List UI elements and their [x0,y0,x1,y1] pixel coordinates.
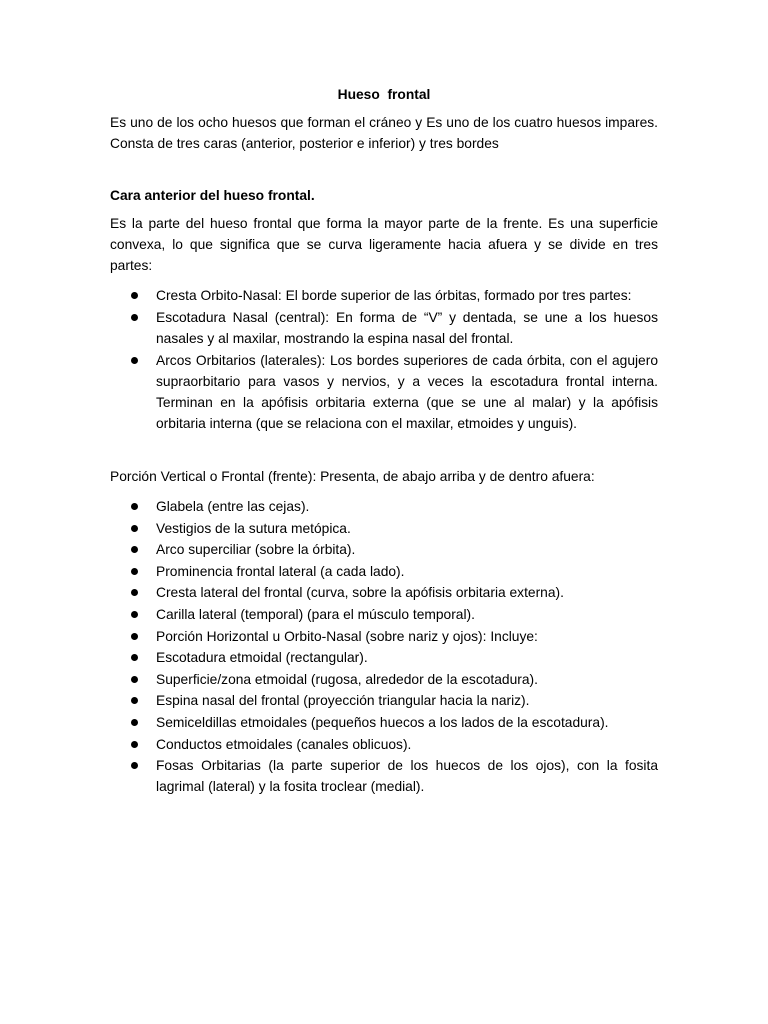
bullet-icon [131,741,138,748]
list-item [110,350,658,434]
bullet-icon [131,546,138,553]
list-item-text: Carilla lateral (temporal) (para el músculo temporal). [156,606,475,622]
list-item [110,561,658,582]
list-item [110,647,658,668]
list-item [110,518,658,539]
list-item [110,755,658,797]
list-item [110,604,658,625]
bullet-icon [131,568,138,575]
bullet-icon [131,676,138,683]
intro-paragraph: Es uno de los ocho huesos que forman el cráneo y Es uno de los cuatro huesos impares. Consta de tres caras (anterior, posterior e inferior) y tres bordes [110,115,658,151]
bullet-icon [131,719,138,726]
list-item [110,285,658,306]
list-item-text: Escotadura etmoidal (rectangular). [156,650,368,666]
list-item-text: Semiceldillas etmoidales (pequeños huecos a los lados de la escotadura). [156,714,609,730]
list-item [110,307,658,349]
spacer [110,154,658,185]
list-item-text: Cresta Orbito-Nasal: El borde superior de las órbitas, formado por tres partes: [156,288,632,303]
list-item-text: Glabela (entre las cejas). [156,499,310,514]
bullet-icon [131,292,138,299]
list-item-text: Porción Horizontal u Orbito-Nasal (sobre nariz y ojos): Incluye: [156,628,538,644]
list-item-text: Vestigios de la sutura metópica. [156,520,351,536]
section-paragraph: Es la parte del hueso frontal que forma la mayor parte de la frente. Es una superficie convexa, lo que significa que se curva ligeramente hacia afuera y se divide en tres partes: [110,216,658,273]
list-item [110,496,658,517]
list-item-text: Prominencia frontal lateral (a cada lado). [156,563,405,579]
list-item-text: Arcos Orbitarios (laterales): Los bordes superiores de cada órbita, con el agujero supraorbitario para vasos y nervios, y a veces la escotadura frontal interna. Terminan en la apófisis orbitaria externa (que se une al malar) y la apófisis orbitaria interna (que se relaciona con el maxilar, etmoides y unguis). [156,353,658,431]
list-item [110,669,658,690]
bullet-icon [131,611,138,618]
list-item [110,690,658,711]
anterior-face-list [110,285,658,434]
bullet-icon [131,633,138,640]
list-item [110,582,658,603]
list-item-text: Arco superciliar (sobre la órbita). [156,542,356,558]
list-item-text: Superficie/zona etmoidal (rugosa, alrededor de la escotadura). [156,671,538,687]
section-heading: Cara anterior del hueso frontal. [110,188,315,203]
bullet-icon [131,314,138,321]
document-body [110,84,658,798]
bullet-icon [131,697,138,704]
bullet-icon [131,762,138,769]
list-item-text: Conductos etmoidales (canales oblicuos). [156,736,412,752]
vertical-portion-paragraph: Porción Vertical o Frontal (frente): Presenta, de abajo arriba y de dentro afuera: [110,469,595,484]
document-title: Hueso frontal [337,87,431,102]
vertical-portion-list [110,496,658,797]
spacer [110,435,658,466]
list-item [110,626,658,647]
bullet-icon [131,357,138,364]
list-item [110,712,658,733]
bullet-icon [131,654,138,661]
list-item [110,734,658,755]
bullet-icon [131,525,138,532]
list-item [110,539,658,560]
bullet-icon [131,503,138,510]
list-item-text: Espina nasal del frontal (proyección triangular hacia la nariz). [156,693,530,709]
list-item-text: Cresta lateral del frontal (curva, sobre la apófisis orbitaria externa). [156,585,564,601]
list-item-text: Escotadura Nasal (central): En forma de “V” y dentada, se une a los huesos nasales y al maxilar, mostrando la espina nasal del frontal. [156,310,658,346]
list-item-text: Fosas Orbitarias (la parte superior de los huecos de los ojos), con la fosita lagrimal (lateral) y la fosita troclear (medial). [156,758,658,795]
bullet-icon [131,589,138,596]
